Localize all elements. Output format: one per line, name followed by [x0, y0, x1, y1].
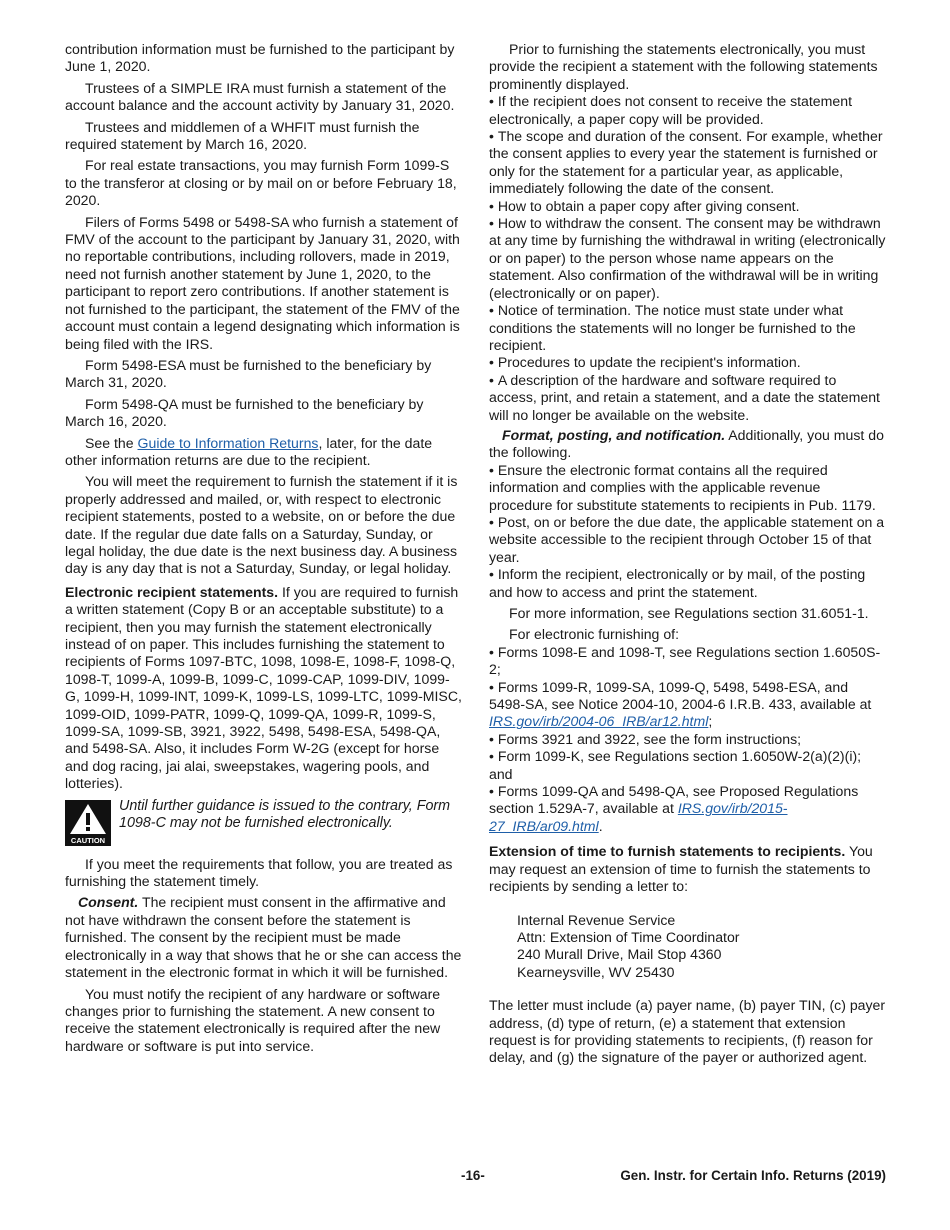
electronic-recipient-statements-section: [65, 584, 463, 793]
page-number: -16-: [461, 1168, 485, 1183]
mailing-address: [517, 912, 886, 982]
caution-label: CAUTION: [70, 835, 106, 845]
text: Forms 1099-QA and 5498-QA, see Proposed Regulations section 1.529A-7, available at: [489, 783, 859, 817]
document-title: Gen. Instr. for Certain Info. Returns (2019): [620, 1168, 886, 1183]
text: The recipient must consent in the affirmative and not have withdrawn the consent before the statement is furnished. The consent by the recipient must be made electronically in a way that shows that he or she can access the statement in the electronic format in which it will be furnished.: [65, 894, 462, 981]
list-item: • Form 1099-K, see Regulations section 1.6050W-2(a)(2)(i); and: [489, 748, 886, 783]
list-item: • Procedures to update the recipient's information.: [489, 354, 886, 371]
address-line: Attn: Extension of Time Coordinator: [517, 928, 740, 945]
list-item: • Notice of termination. The notice must state under what conditions the statements will no longer be furnished to the recipient.: [489, 302, 886, 354]
list-item: [489, 679, 886, 731]
paragraph: Form 5498-QA must be furnished to the beneficiary by March 16, 2020.: [65, 395, 424, 430]
caution-text: Until further guidance is issued to the contrary, Form 1098-C may not be furnished electronically.: [119, 797, 451, 832]
paragraph: For real estate transactions, you may furnish Form 1099-S to the transferor at closing or by mail on or before February 18, 2020.: [65, 157, 457, 209]
irs-irb-2004-06-link[interactable]: IRS.gov/irb/2004-06_IRB/ar12.html: [489, 713, 709, 730]
left-column: [65, 41, 463, 1059]
list-item: • Ensure the electronic format contains all the required information and complies with the applicable revenue procedure for substitute statements to recipients in Pub. 1179.: [489, 462, 886, 514]
paragraph: The letter must include (a) payer name, (b) payer TIN, (c) payer address, (d) type of return, (e) a statement that extension request is for providing statements to recipients, (f) reason for delay, and (g) the signature of the payer or authorized agent.: [489, 997, 886, 1066]
list-item: • Inform the recipient, electronically or by mail, of the posting and how to access and print the statement.: [489, 566, 886, 601]
paragraph: [65, 435, 463, 470]
text: .: [598, 817, 603, 834]
list-item: • Forms 1098-E and 1098-T, see Regulations section 1.6050S-2;: [489, 644, 886, 679]
right-column: [489, 41, 886, 1071]
paragraph: For more information, see Regulations section 31.6051-1.: [509, 605, 869, 621]
paragraph: You must notify the recipient of any hardware or software changes prior to furnishing the statement. A new consent to receive the statement electronically is required after the new hardware or software is put into service.: [65, 985, 441, 1054]
text: Additionally, you must do the following.: [489, 426, 884, 461]
text: You may request an extension of time to furnish the statements to recipients by sending a letter to:: [489, 843, 873, 895]
irs-irb-2015-27-link[interactable]: IRS.gov/irb/2015-27_IRB/ar09.html: [489, 800, 788, 834]
paragraph: If you meet the requirements that follow, you are treated as furnishing the statement timely.: [65, 855, 453, 890]
address-line: Kearneysville, WV 25430: [517, 963, 675, 980]
list-item: • How to withdraw the consent. The consent may be withdrawn at any time by furnishing the withdrawal in writing (electronically or on paper) to the person whose name appears on the statement. Also confirmation of the withdrawal will be in writing (electronically or on paper).: [489, 215, 886, 302]
address-line: 240 Murall Drive, Mail Stop 4360: [517, 946, 722, 963]
text: Forms 1099-R, 1099-SA, 1099-Q, 5498, 5498-ESA, and 5498-SA, see Notice 2004-10, 2004-6 I.R.B. 433, available at: [489, 678, 872, 713]
list-item: • How to obtain a paper copy after giving consent.: [489, 198, 886, 215]
section-heading: Format, posting, and notification.: [502, 426, 726, 443]
section-heading: Electronic recipient statements.: [65, 583, 279, 600]
list-item: [489, 783, 886, 835]
caution-icon: [65, 800, 111, 846]
list-item: • A description of the hardware and software required to access, print, and retain a statement, and a date the statement will no longer be available on the website.: [489, 372, 886, 424]
format-posting-notification-section: [489, 427, 886, 462]
paragraph: Trustees of a SIMPLE IRA must furnish a statement of the account balance and the account activity by January 31, 2020.: [65, 79, 455, 114]
paragraph: You will meet the requirement to furnish the statement if it is properly addressed and mailed, or, with respect to electronic recipient statements, posted to a website, on or before the due date. If the regular due date falls on a Saturday, Sunday, or legal holiday, the due date is the next business day. A business day is any day that is not a Saturday, Sunday, or legal holiday.: [65, 473, 458, 577]
text: , later, for the date other information returns are due to the recipient.: [65, 434, 433, 468]
list-item: • The scope and duration of the consent. For example, whether the consent applies to every year the statement is furnished or only for the statement for a particular year, as applicable, immediately following the date of the consent.: [489, 128, 886, 198]
paragraph: Form 5498-ESA must be furnished to the beneficiary by March 31, 2020.: [65, 356, 432, 391]
list-item: • Post, on or before the due date, the applicable statement on a website accessible to the recipient through October 15 of that year.: [489, 514, 886, 566]
text: ;: [708, 713, 713, 730]
paragraph: For electronic furnishing of:: [509, 626, 679, 643]
paragraph: Filers of Forms 5498 or 5498-SA who furnish a statement of FMV of the account to the participant by January 31, 2020, with no reportable contributions, including rollovers, made in 2019, need not furnish another statement by June 1, 2020, to the participant to report zero contributions. If another statement is not furnished to the participant, the statement of the FMV of the account must contain a legend designating which information is being filed with the IRS.: [65, 213, 460, 352]
section-heading: Extension of time to furnish statements to recipients.: [489, 843, 846, 860]
guide-to-information-returns-link[interactable]: Guide to Information Returns: [137, 434, 319, 451]
caution-note: [65, 798, 463, 846]
extension-of-time-section: [489, 843, 886, 895]
paragraph: Trustees and middlemen of a WHFIT must furnish the required statement by March 16, 2020.: [65, 118, 420, 153]
address-line: Internal Revenue Service: [517, 911, 676, 928]
section-heading: Consent.: [78, 894, 139, 911]
list-item: • Forms 3921 and 3922, see the form instructions;: [489, 731, 886, 748]
paragraph: contribution information must be furnished to the participant by June 1, 2020.: [65, 41, 455, 75]
consent-section: [65, 894, 463, 981]
paragraph: Prior to furnishing the statements electronically, you must provide the recipient a statement with the following statements prominently displayed.: [489, 41, 878, 92]
text: If you are required to furnish a written statement (Copy B or an acceptable substitute) to a recipient, then you may furnish the statement electronically instead of on paper. This includes furnishing the statement to recipients of Forms 1097-BTC, 1098, 1098-E, 1098-F, 1098-Q, 1098-T, 1099-A, 1099-B, 1099-C, 1099-CAP, 1099-DIV, 1099-G, 1099-H, 1099-INT, 1099-K, 1099-LS, 1099-LTC, 1099-MISC, 1099-OID, 1099-PATR, 1099-Q, 1099-QA, 1099-R, 1099-S, 1099-SA, 1099-SB, 3921, 3922, 5498, 5498-ESA, 5498-QA, and 5498-SA. Also, it includes Form W-2G (except for horse and dog racing, jai alai, sweepstakes, wagering pools, and lotteries).: [65, 583, 462, 792]
text: See the: [85, 434, 138, 451]
list-item: • If the recipient does not consent to receive the statement electronically, a paper copy will be provided.: [489, 93, 886, 128]
